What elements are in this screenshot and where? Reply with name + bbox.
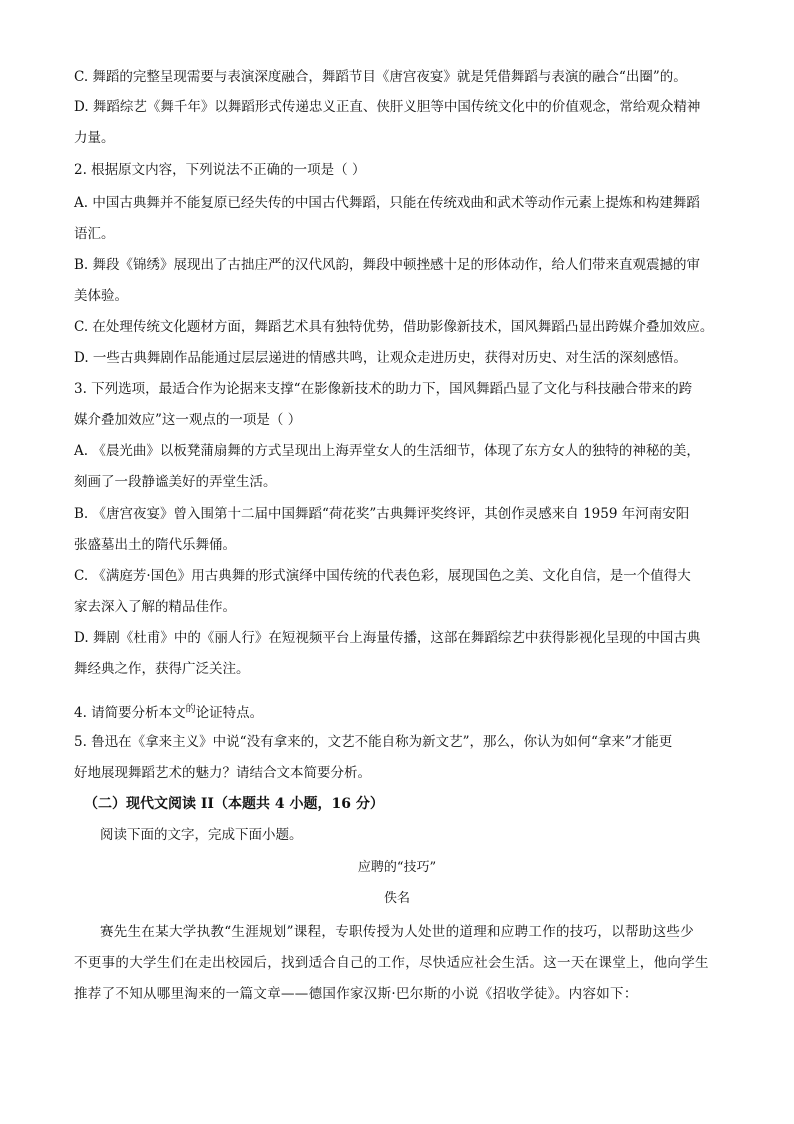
q5-line2: 好地展现舞蹈艺术的魅力？请结合文本简要分析。 — [74, 765, 371, 781]
q2-stem: 2. 根据原文内容，下列说法不正确的一项是（ ） — [74, 162, 366, 178]
q3-stem-line1: 3. 下列选项，最适合作为论据来支撑“在影像新技术的助力下，国风舞蹈凸显了文化与科技融合带来的跨 — [74, 381, 693, 397]
story-title: 应聘的“技巧” — [357, 860, 437, 875]
q1-option-d-line1: D. 舞蹈综艺《舞千年》以舞蹈形式传递忠义正直、侠肝义胆等中国传统文化中的价值观念，常给观众精神 — [74, 99, 701, 115]
q3-option-d-line2: 舞经典之作，获得广泛关注。 — [74, 661, 250, 677]
q3-option-c-line2: 家去深入了解的精品佳作。 — [74, 599, 236, 615]
q3-option-a-line2: 刻画了一段静谧美好的弄堂生活。 — [74, 474, 277, 490]
story-paragraph-line3: 推荐了不知从哪里淘来的一篇文章——德国作家汉斯·巴尔斯的小说《招收学徒》。内容如下： — [74, 986, 638, 1002]
q5-line1: 5. 鲁迅在《拿来主义》中说“没有拿来的，文艺不能自称为新文艺”，那么，你认为如何“拿来”才能更 — [74, 734, 673, 750]
q4-text-pre: 4. 请简要分析本文 — [74, 705, 186, 721]
story-author: 佚名 — [383, 891, 410, 906]
q2-option-c: C. 在处理传统文化题材方面，舞蹈艺术具有独特优势，借助影像新技术，国风舞蹈凸显出跨媒介叠加效应。 — [74, 319, 714, 335]
q4-text-post: 论证特点。 — [195, 705, 264, 721]
q3-option-b-line2: 张盛墓出土的隋代乐舞俑。 — [74, 537, 236, 553]
q2-option-b-line1: B. 舞段《锦绣》展现出了古拙庄严的汉代风韵，舞段中顿挫感十足的形体动作，给人们带来直观震撼的审 — [74, 257, 701, 273]
q3-option-b-line1: B. 《唐宫夜宴》曾入围第十二届中国舞蹈“荷花奖”古典舞评奖终评，其创作灵感来自 1959 年河南安阳 — [74, 506, 690, 522]
story-paragraph-line2: 不更事的大学生们在走出校园后，找到适合自己的工作，尽快适应社会生活。这一天在课堂上，他向学生 — [74, 955, 709, 971]
q2-option-d: D. 一些古典舞剧作品能通过层层递进的情感共鸣，让观众走进历史，获得对历史、对生活的深刻感悟。 — [74, 350, 687, 366]
q1-option-c: C. 舞蹈的完整呈现需要与表演深度融合，舞蹈节目《唐宫夜宴》就是凭借舞蹈与表演的融合“出圈”的。 — [74, 69, 687, 85]
q3-option-d-line1: D. 舞剧《杜甫》中的《丽人行》在短视频平台上海量传播，这部在舞蹈综艺中获得影视化呈现的中国古典 — [74, 630, 701, 646]
section-heading: （二）现代文阅读 II（本题共 4 小题，16 分） — [84, 796, 384, 812]
story-paragraph-line1: 赛先生在某大学执教“生涯规划”课程，专职传授为人处世的道理和应聘工作的技巧，以帮助这些少 — [100, 924, 695, 940]
q2-option-a-line2: 语汇。 — [74, 226, 115, 242]
section-instruction: 阅读下面的文字，完成下面小题。 — [100, 827, 303, 843]
q1-option-d-line2: 力量。 — [74, 130, 115, 146]
q3-stem-line2: 媒介叠加效应”这一观点的一项是（ ） — [74, 412, 302, 428]
q2-option-a-line1: A. 中国古典舞并不能复原已经失传的中国古代舞蹈，只能在传统戏曲和武术等动作元素上提炼和构建舞蹈 — [74, 195, 700, 211]
q4-text-sup: 的 — [185, 704, 196, 715]
q3-option-c-line1: C. 《满庭芳·国色》用古典舞的形式演绎中国传统的代表色彩，展现国色之美、文化自信，是一个值得大 — [74, 568, 691, 584]
q4-question — [74, 701, 263, 722]
q3-option-a-line1: A. 《晨光曲》以板凳蒲扇舞的方式呈现出上海弄堂女人的生活细节，体现了东方女人的独特的神秘的美， — [74, 443, 700, 459]
q2-option-b-line2: 美体验。 — [74, 288, 128, 304]
